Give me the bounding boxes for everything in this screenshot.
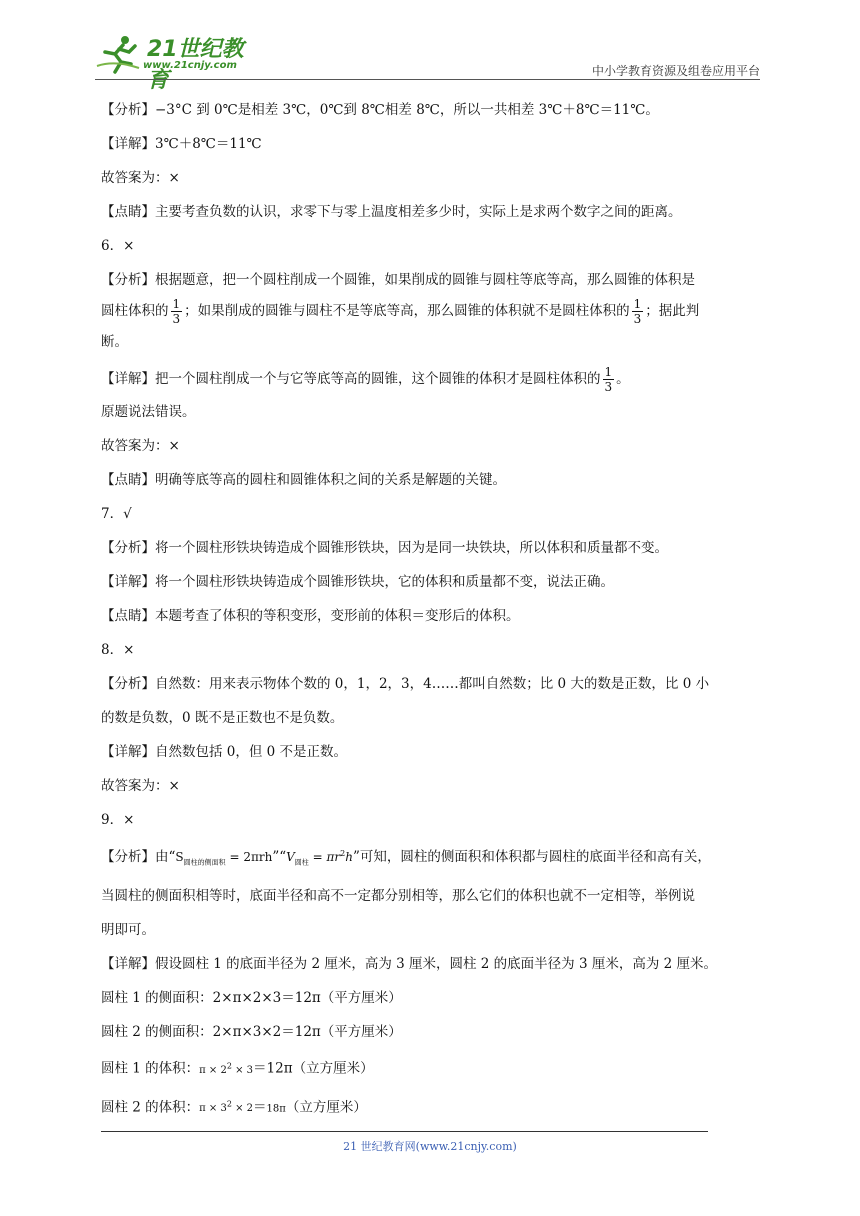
question-number: 8．× <box>101 642 135 658</box>
text-line <box>101 844 763 872</box>
formula-volume <box>286 849 353 867</box>
text-span: 【分析】由“ <box>101 849 176 865</box>
fraction-denominator: 3 <box>633 312 642 326</box>
text-span: 圆柱 2 的体积： <box>101 1099 200 1116</box>
math-expression: = πr <box>308 850 341 864</box>
text-line: 原题说法错误。 <box>101 404 196 420</box>
text-line: 故答案为：× <box>101 170 180 186</box>
text-span: 圆柱 1 的体积： <box>101 1060 200 1077</box>
text-line: 【详解】假设圆柱 1 的底面半径为 2 厘米，高为 3 厘米，圆柱 2 的底面半径为 3 厘米，高为 2 厘米。 <box>101 956 718 973</box>
math-expression: × 3 <box>231 1064 254 1076</box>
text-line: 【分析】根据题意，把一个圆柱削成一个圆锥，如果削成的圆锥与圆柱等底等高，那么圆锥的体积是 <box>101 272 695 288</box>
text-line: 【点睛】明确等底等高的圆柱和圆锥体积之间的关系是解题的关键。 <box>101 472 506 488</box>
logo-url: www.21cnjy.com <box>143 60 237 71</box>
footer-divider <box>101 1131 708 1132</box>
text-span: ”“ <box>272 849 287 865</box>
text-span: ”可知，圆柱的侧面积和体积都与圆柱的底面半径和高有关， <box>352 849 711 865</box>
math-symbol: h <box>345 850 353 864</box>
math-superscript: 2 <box>340 849 346 858</box>
math-expression: × 2 <box>231 1103 254 1115</box>
text-line: 的数是负数，0 既不是正数也不是负数。 <box>101 710 344 726</box>
text-line <box>101 1095 763 1119</box>
runner-logo-icon <box>95 34 143 74</box>
text-span: ；如果削成的圆锥与圆柱不是等底等高，那么圆锥的体积就不是圆柱体积的 <box>184 303 630 319</box>
text-line: 【分析】自然数：用来表示物体个数的 0，1，2，3，4……都叫自然数；比 0 大的数是正数，比 0 小 <box>101 676 710 692</box>
text-line <box>101 1056 763 1080</box>
text-line: 【分析】−3°C 到 0℃是相差 3℃，0℃到 8℃相差 8℃，所以一共相差 3℃＋8℃＝11℃。 <box>101 102 659 118</box>
text-line: 【点睛】主要考查负数的认识，求零下与零上温度相差多少时，实际上是求两个数字之间的距离。 <box>101 204 682 220</box>
text-line: 【详解】3℃＋8℃＝11℃ <box>101 136 262 152</box>
text-line: 当圆柱的侧面积相等时，底面半径和高不一定都分别相等，那么它们的体积也就不一定相等，举例说 <box>101 888 695 905</box>
text-line: 故答案为：× <box>101 778 180 794</box>
question-number: 9．× <box>101 812 135 828</box>
site-logo <box>95 30 265 93</box>
math-expression <box>199 1061 254 1076</box>
math-superscript: 2 <box>226 1061 232 1071</box>
math-symbol: S <box>175 850 184 864</box>
fraction-denominator: 3 <box>172 312 181 326</box>
page-footer: 21 世纪教育网(www.21cnjy.com) <box>343 1140 517 1153</box>
text-span: （立方厘米） <box>285 1099 367 1116</box>
text-span: ＝ <box>253 1099 267 1116</box>
document-body <box>101 100 763 1119</box>
text-line: 圆柱 2 的侧面积：2×π×3×2＝12π（平方厘米） <box>101 1024 402 1041</box>
text-span: 圆柱体积的 <box>101 303 169 319</box>
fraction-denominator: 3 <box>604 380 613 394</box>
math-expression: = 2πrh <box>225 850 273 864</box>
text-line: 明即可。 <box>101 922 155 939</box>
fraction-one-third <box>603 365 615 394</box>
math-expression: 18π <box>266 1103 286 1115</box>
formula-lateral-area <box>175 850 273 867</box>
math-subscript: 圆柱的侧面积 <box>183 858 226 867</box>
text-line: 断。 <box>101 334 128 350</box>
header-divider <box>95 79 760 80</box>
math-expression <box>199 1099 254 1115</box>
text-line: 【详解】将一个圆柱形铁块铸造成个圆锥形铁块，它的体积和质量都不变，说法正确。 <box>101 574 614 590</box>
text-line: 【点睛】本题考查了体积的等积变形，变形前的体积＝变形后的体积。 <box>101 608 520 624</box>
fraction-one-third <box>632 297 644 326</box>
text-line <box>101 294 763 328</box>
math-symbol: V <box>286 850 295 864</box>
text-line: 故答案为：× <box>101 438 180 454</box>
math-expression: π × 2 <box>199 1064 227 1076</box>
fraction-one-third <box>171 297 183 326</box>
fraction-numerator: 1 <box>633 297 642 311</box>
math-subscript: 圆柱 <box>294 858 309 867</box>
text-line <box>101 362 763 396</box>
math-expression: π × 3 <box>199 1103 227 1115</box>
platform-title: 中小学教育资源及组卷应用平台 <box>591 64 760 78</box>
math-superscript: 2 <box>226 1099 232 1109</box>
page-header <box>95 30 760 93</box>
question-number: 6．× <box>101 238 135 254</box>
fraction-numerator: 1 <box>172 297 181 311</box>
text-span: ；据此判 <box>645 303 700 319</box>
text-span: 【详解】把一个圆柱削成一个与它等底等高的圆锥，这个圆锥的体积才是圆柱体积的 <box>101 371 601 387</box>
text-line: 【分析】将一个圆柱形铁块铸造成个圆锥形铁块，因为是同一块铁块，所以体积和质量都不变。 <box>101 540 668 556</box>
text-span: 。 <box>616 371 630 387</box>
text-line: 圆柱 1 的侧面积：2×π×2×3＝12π（平方厘米） <box>101 990 402 1007</box>
fraction-numerator: 1 <box>604 365 613 379</box>
question-number: 7．√ <box>101 506 132 522</box>
text-span: ＝12π（立方厘米） <box>253 1060 374 1077</box>
text-line: 【详解】自然数包括 0，但 0 不是正数。 <box>101 744 348 760</box>
logo-text: 21世纪教育 <box>147 37 244 93</box>
